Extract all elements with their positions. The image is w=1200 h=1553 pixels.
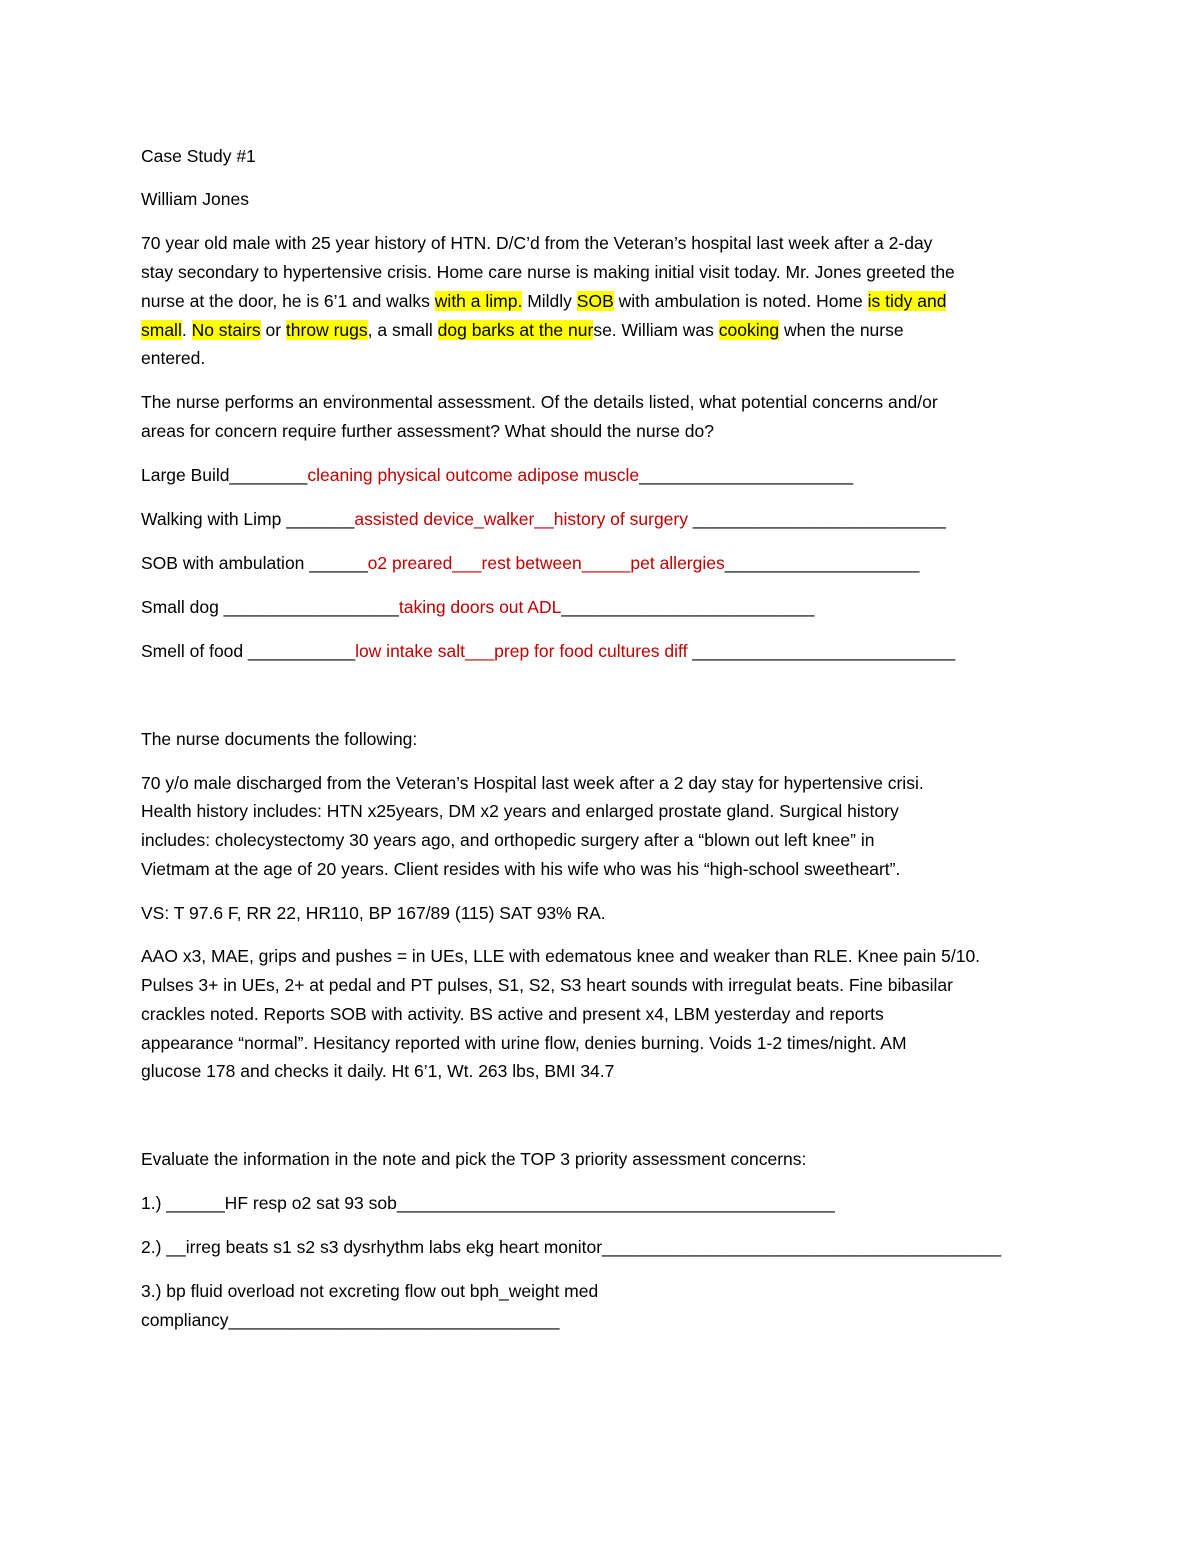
evaluate-heading: Evaluate the information in the note and pick the TOP 3 priority assessment concerns:	[141, 1149, 807, 1169]
highlight-limp: with a limp.	[434, 291, 523, 311]
intro-text: nurse at the door, he is 6’1 and walks	[141, 291, 435, 311]
env-item-walking-limp	[141, 505, 946, 534]
documents-heading: The nurse documents the following:	[141, 729, 418, 749]
env-item-answer: taking doors out ADL	[398, 597, 562, 617]
intro-line-4	[141, 316, 904, 345]
env-item-blank: ______________________	[639, 465, 854, 485]
highlight-throw-rugs: throw rugs	[285, 320, 368, 340]
highlight-no-stairs: No stairs	[191, 320, 261, 340]
env-item-blank: __________________________	[688, 509, 946, 529]
env-item-smell-food	[141, 637, 955, 666]
intro-text: , a small	[367, 320, 438, 340]
intro-text: with ambulation is noted. Home	[613, 291, 868, 311]
env-question-line-2: areas for concern require further assessment? What should the nurse do?	[141, 421, 714, 441]
env-item-small-dog	[141, 593, 814, 622]
assessment-line-2: Pulses 3+ in UEs, 2+ at pedal and PT pulses, S1, S2, S3 heart sounds with irregulat beats. Fine bibasilar	[141, 975, 953, 995]
intro-line-2: stay secondary to hypertensive crisis. Home care nurse is making initial visit today. Mr. Jones greeted the	[141, 262, 955, 282]
note-line-2: Health history includes: HTN x25years, DM x2 years and enlarged prostate gland. Surgical history	[141, 801, 899, 821]
env-item-large-build	[141, 461, 853, 490]
intro-text: when the nurse	[779, 320, 904, 340]
intro-line-1: 70 year old male with 25 year history of HTN. D/C’d from the Veteran’s hospital last week after a 2-day	[141, 233, 933, 253]
assessment-line-1: AAO x3, MAE, grips and pushes = in UEs, LLE with edematous knee and weaker than RLE. Knee pain 5/10.	[141, 946, 981, 966]
highlight-sob: SOB	[576, 291, 614, 311]
env-item-answer: low intake salt___prep for food cultures diff	[355, 641, 688, 661]
patient-name: William Jones	[141, 189, 249, 209]
env-item-answer: cleaning physical outcome adipose muscle	[307, 465, 640, 485]
assessment-line-4: appearance “normal”. Hesitancy reported with urine flow, denies burning. Voids 1-2 times/night. AM	[141, 1033, 907, 1053]
assessment-line-3: crackles noted. Reports SOB with activity. BS active and present x4, LBM yesterday and reports	[141, 1004, 884, 1024]
env-item-sob-ambulation	[141, 549, 919, 578]
priority-3-line-2: compliancy__________________________________	[141, 1310, 560, 1330]
intro-text: se. William was	[593, 320, 719, 340]
highlight-tidy: is tidy and	[867, 291, 947, 311]
env-item-label: Walking with Limp _______	[141, 509, 355, 529]
env-item-blank: __________________________	[561, 597, 815, 617]
vital-signs: VS: T 97.6 F, RR 22, HR110, BP 167/89 (115) SAT 93% RA.	[141, 903, 606, 923]
highlight-cooking: cooking	[718, 320, 780, 340]
env-item-label: Large Build________	[141, 465, 308, 485]
intro-text: or	[260, 320, 286, 340]
note-line-3: includes: cholecystectomy 30 years ago, and orthopedic surgery after a “blown out left knee” in	[141, 830, 875, 850]
env-item-label: Small dog __________________	[141, 597, 399, 617]
env-item-blank: ____________________	[724, 553, 920, 573]
env-item-answer: o2 preared___rest between_____pet allergies	[367, 553, 725, 573]
priority-2: 2.) __irreg beats s1 s2 s3 dysrhythm labs ekg heart monitor_________________________________________	[141, 1237, 1002, 1257]
note-line-1: 70 y/o male discharged from the Veteran’s Hospital last week after a 2 day stay for hypertensive crisi.	[141, 773, 924, 793]
assessment-line-5: glucose 178 and checks it daily. Ht 6’1, Wt. 263 lbs, BMI 34.7	[141, 1061, 615, 1081]
note-line-4: Vietmam at the age of 20 years. Client resides with his wife who was his “high-school sweetheart”.	[141, 859, 901, 879]
highlight-small: small	[141, 320, 182, 340]
env-item-answer: assisted device_walker__history of surgery	[354, 509, 688, 529]
intro-text: Mildly	[522, 291, 577, 311]
env-item-label: Smell of food ___________	[141, 641, 356, 661]
env-item-label: SOB with ambulation ______	[141, 553, 368, 573]
case-study-title: Case Study #1	[141, 146, 256, 166]
intro-line-5: entered.	[141, 348, 206, 368]
priority-3-line-1: 3.) bp fluid overload not excreting flow out bph_weight med	[141, 1281, 599, 1301]
priority-1: 1.) ______HF resp o2 sat 93 sob_____________________________________________	[141, 1193, 835, 1213]
intro-line-3	[141, 287, 946, 316]
highlight-dog-barks: dog barks at the nur	[437, 320, 594, 340]
intro-text: .	[181, 320, 192, 340]
env-item-blank: ___________________________	[687, 641, 956, 661]
env-question-line-1: The nurse performs an environmental assessment. Of the details listed, what potential concerns and/or	[141, 392, 938, 412]
